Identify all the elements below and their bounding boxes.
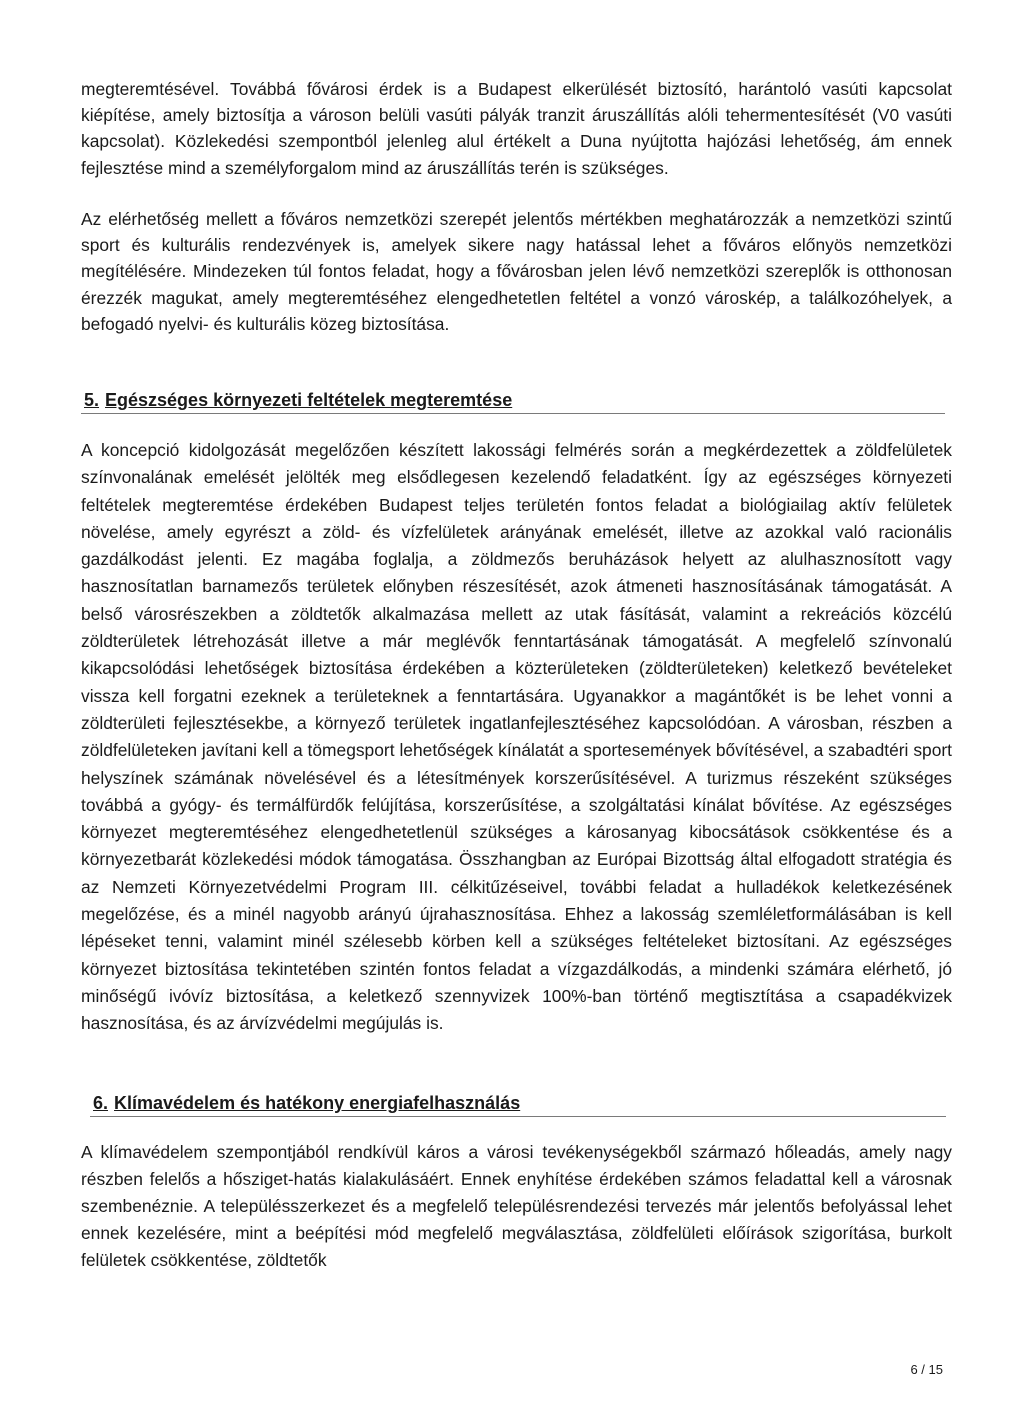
section-heading-6: [93, 1091, 520, 1115]
page-number: 6 / 15: [910, 1362, 943, 1377]
section-number-6: 6.: [93, 1093, 109, 1113]
section-rule-6: [90, 1116, 946, 1117]
section-heading-5: [84, 388, 512, 412]
paragraph-international-role: Az elérhetőség mellett a főváros nemzetközi szerepét jelentős mértékben meghatározzák a nemzetközi szintű sport és kulturális rendezvények is, amelyek sikere nagy hatással lehet a főváros előnyös nemzetközi megítélésére. Mindezeken túl fontos feladat, hogy a fővárosban jelen lévő nemzetközi szereplők is otthonosan érezzék magukat, amely megteremtéséhez elengedhetetlen feltétel a vonzó városkép, a találkozóhelyek, a befogadó nyelvi- és kulturális közeg biztosítása.: [81, 209, 952, 334]
section-rule-5: [81, 413, 945, 414]
paragraph-climate-protection: A klímavédelem szempontjából rendkívül káros a városi tevékenységekből származó hőleadás, amely nagy részben felelős a hősziget-hatás kialakulásáért. Ennek enyhítése érdekében számos feladattal kell a városnak szembenéznie. A településszerkezet és a megfelelő településrendezési tervezés már jelentős befolyással lehet ennek kezelésére, mint a beépítési mód megfelelő megválasztása, zöldfelületi előírások szigorítása, burkolt felületek csökkentése, zöldtetők: [81, 1142, 952, 1270]
section-title-6: Klímavédelem és hatékony energiafelhasználás: [114, 1093, 521, 1113]
section-number-5: 5.: [84, 390, 100, 410]
paragraph-healthy-environment: A koncepció kidolgozását megelőzően készített lakossági felmérés során a megkérdezettek a zöldfelületek színvonalának emelését jelölték meg elsődlegesen kezelendő feladatként. Így az egészséges környezeti feltételek megteremtése érdekében Budapest teljes területén fontos feladat a biológiailag aktív felületek növelése, amely egyrészt a zöld- és vízfelületek arányának emelését, illetve az azokkal való racionális gazdálkodást jelenti. Ez magába foglalja, a zöldmezős beruházások helyett az alulhasznosított vagy hasznosítatlan barnamezős területek előnyben részesítését, azok átmeneti hasznosításának támogatását. A belső városrészekben a zöldtetők alkalmazása mellett az utak fásítását, valamint a rekreációs közcélú zöldterületek létrehozását illetve a már meglévők fenntartásának támogatását. A megfelelő színvonalú kikapcsolódási lehetőségek biztosítása érdekében a közterületeken (zöldterületeken) keletkező bevételeket vissza kell forgatni ezeknek a területeknek a fenntartására. Ugyanakkor a magántőkét is be lehet vonni a zöldterületi fejlesztésekbe, a környező területek ingatlanfejlesztéséhez kapcsolódóan. A városban, részben a zöldfelületeken javítani kell a tömegsport lehetőségek kínálatát a sportesemények bővítésével, a szabadtéri sport helyszínek számának növelésével és a létesítmények korszerűsítésével. A turizmus részeként szükséges továbbá a gyógy- és termálfürdők felújítása, korszerűsítése, a szolgáltatási kínálat bővítése. Az egészséges környezet megteremtéséhez elengedhetetlenül szükséges a károsanyag kibocsátások csökkentése és a környezetbarát közlekedési módok támogatása. Összhangban az Európai Bizottság által elfogadott stratégia és az Nemzeti Környezetvédelmi Program III. célkitűzéseivel, további feladat a hulladékok keletkezésének megelőzése, és a minél nagyobb arányú újrahasznosítása. Ehhez a lakosság szemléletformálásában is kell lépéseket tenni, valamint minél szélesebb körben kell a szükséges feltételeket biztosítani. Az egészséges környezet biztosítása tekintetében szintén fontos feladat a vízgazdálkodás, a mindenki számára elérhető, jó minőségű ivóvíz biztosítása, a keletkező szennyvizek 100%-ban történő megtisztítása a csapadékvizek hasznosítása, és az árvízvédelmi megújulás is.: [81, 440, 952, 1034]
paragraph-transport: megteremtésével. Továbbá fővárosi érdek is a Budapest elkerülését biztosító, harántoló vasúti kapcsolat kiépítése, amely biztosítja a városon belüli vasúti pályák tranzit áruszállítás alóli tehermentesítését (V0 vasúti kapcsolat). Közlekedési szempontból jelenleg alul értékelt a Duna nyújtotta hajózási lehetőség, ám ennek fejlesztése mind a személyforgalom mind az áruszállítás terén is szükséges.: [81, 79, 952, 178]
section-title-5: Egészséges környezeti feltételek megteremtése: [105, 390, 513, 410]
